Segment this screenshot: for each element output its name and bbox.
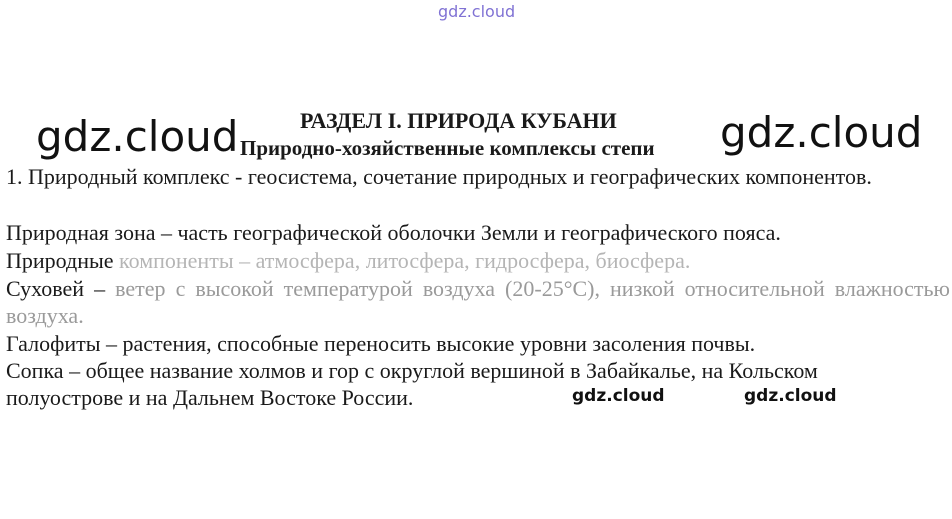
paragraph-halophytes: Галофиты – растения, способные переносить высокие уровни засоления почвы.	[6, 331, 756, 356]
paragraph-text-start: Суховей –	[6, 276, 116, 301]
paragraph-natural-components	[6, 247, 950, 274]
watermark-top: gdz.cloud	[438, 2, 516, 21]
watermark-bottom-2: gdz.cloud	[744, 386, 837, 406]
paragraph-natural-zone: Природная зона – часть географической оболочки Земли и географического пояса.	[6, 220, 781, 245]
paragraph-sukhovey	[6, 275, 950, 329]
paragraph-natural-complex: 1. Природный комплекс - геосистема, сочетание природных и географических компонентов.	[6, 164, 872, 189]
paragraph-text-faded: ветер с высокой температурой воздуха (20-25°С), низкой относительной влажностью воздуха.	[6, 276, 950, 328]
watermark-right: gdz.cloud	[720, 108, 923, 157]
paragraph-text-start: Природные	[6, 248, 120, 273]
paragraph-sopka: Сопка – общее название холмов и гор с округлой вершиной в Забайкалье, на Кольском полуострове и на Дальнем Востоке России.	[6, 358, 818, 410]
watermark-left: gdz.cloud	[36, 112, 239, 161]
section-title: РАЗДЕЛ I. ПРИРОДА КУБАНИ	[300, 108, 617, 133]
paragraph-text-faded: компоненты – атмосфера, литосфера, гидросфера, биосфера.	[119, 248, 691, 273]
watermark-bottom-1: gdz.cloud	[572, 386, 665, 406]
subtitle: Природно-хозяйственные комплексы степи	[240, 136, 655, 160]
